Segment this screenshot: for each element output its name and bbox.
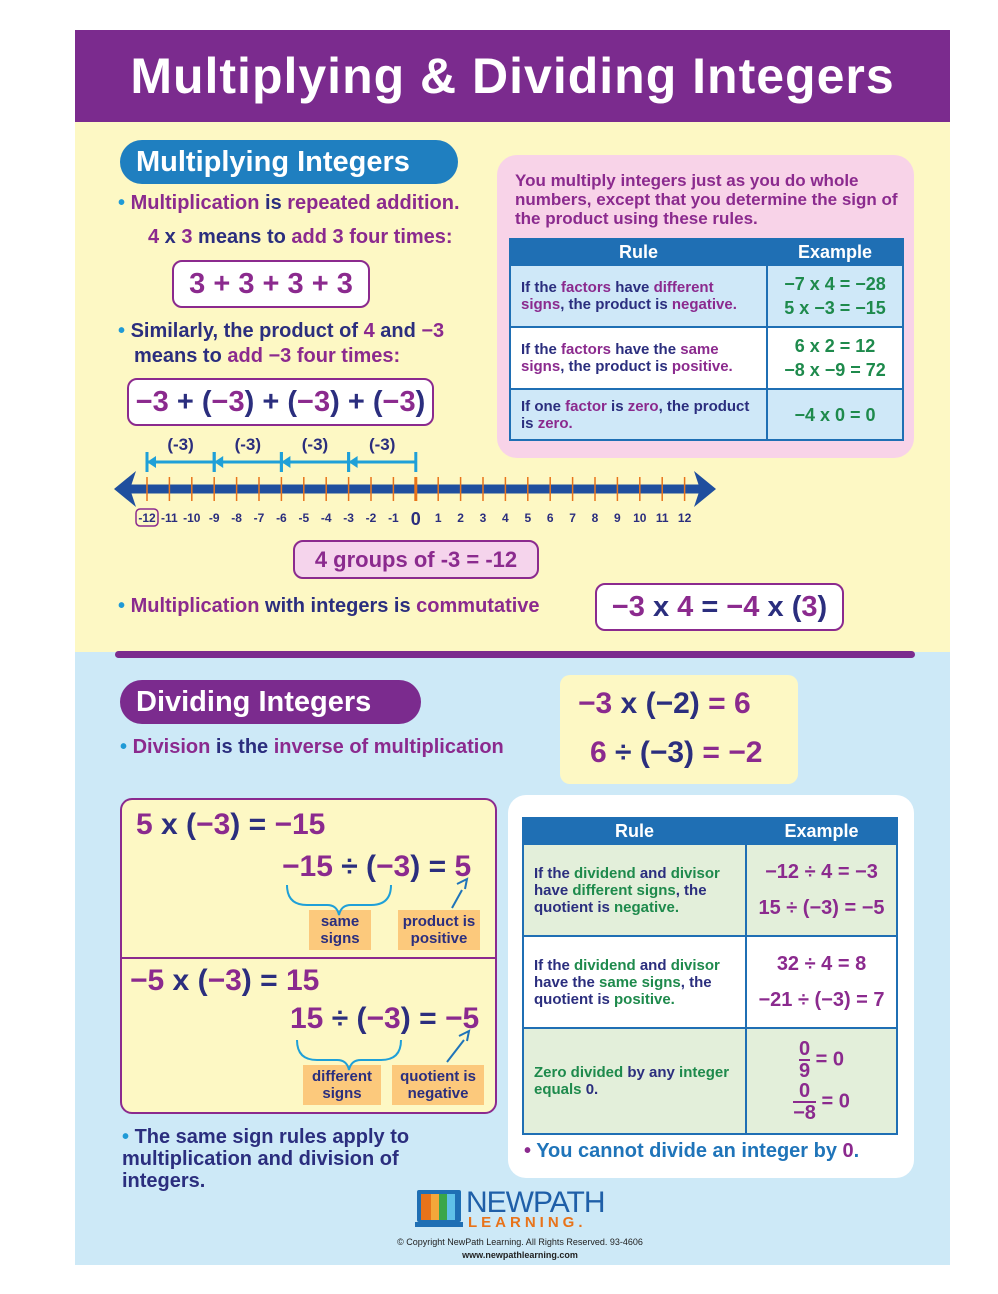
text-segment: = [251,964,286,997]
result: = 0 [815,1048,845,1071]
jump-label: (-3) [234,435,262,454]
annotation-braces-arrows [122,800,499,1116]
text-segment: 4 groups of [314,547,441,572]
tick-label: 10 [633,511,647,525]
text-segment: ÷ [332,850,367,883]
text-segment: is [259,192,288,214]
text-segment: 6 [590,736,607,769]
commutative-text [118,595,540,618]
poster-title: Multiplying & Dividing Integers [75,30,950,122]
text-segment: , the product is [560,296,672,313]
different-signs-tag: different signs [303,1065,381,1105]
tick-label: 11 [655,511,669,525]
division-rules-table [522,817,898,1135]
example-cell [767,327,903,389]
text-segment: ) [330,386,340,418]
text-segment: ) [244,386,255,418]
text-segment: −3 [268,345,292,367]
text-segment: ( [791,591,802,623]
result: = 0 [821,1090,850,1113]
division-examples-box [120,798,497,1114]
tick-label: 6 [546,511,554,525]
text-segment: ÷ [323,1002,357,1035]
tick-label: -7 [253,511,265,525]
addition-box: 3 + 3 + 3 + 3 [172,260,370,308]
cannot-divide-label [536,1140,859,1162]
tick-label: -12 [138,511,156,525]
text-segment: If the [534,956,574,974]
text-segment: −15 [274,808,326,841]
inverse-text [120,736,504,759]
tick-label: -3 [343,511,354,525]
jump-label: (-3) [167,435,194,454]
text-segment: is [606,397,628,415]
text-segment: positive. [614,990,675,1008]
rule-header: Rule [523,818,746,844]
tick-label: -6 [276,511,287,525]
text-segment: = [410,1002,445,1035]
text-segment: = −2 [694,736,763,769]
text-segment: −3 [382,386,416,418]
example: 32 ÷ 4 = 8 [776,953,867,975]
text-segment: x [759,591,792,623]
sign-rules-note: • The same sign rules apply to multiplication and division of integers. [122,1126,452,1192]
tick-label: 8 [591,511,599,525]
text-segment: x [159,226,182,248]
text-segment: 5 [136,808,153,841]
text-segment: You cannot divide an integer by [536,1140,843,1162]
text-segment: means to [134,345,228,367]
text-segment: with integers is [259,595,417,617]
text-segment: positive. [671,358,733,375]
text-segment: ( [372,386,383,418]
text-segment: inverse of multiplication [273,736,504,758]
section-divider [115,651,915,658]
inverse-div [590,736,762,770]
jump-label: (-3) [368,435,396,454]
website-url[interactable]: www.newpathlearning.com [462,1250,578,1260]
text-segment: −5 [130,964,165,997]
text-segment: 15 [290,1002,324,1035]
example: −12 ÷ 4 = −3 [765,861,878,883]
text-segment: = [240,808,275,841]
text-segment: and [374,320,422,342]
tick-label: -5 [298,511,310,525]
similarly-text [118,320,444,343]
text-segment: 4 [363,320,375,342]
text-segment: −5 [444,1002,480,1035]
text-segment: 3 [181,226,193,248]
text-segment: If one [521,397,566,415]
same-signs-tag: same signs [309,910,371,950]
rule-cell [523,844,746,936]
text-segment: have [611,279,654,296]
text-segment: by any [623,1064,680,1081]
text-segment: x [152,808,187,841]
text-segment: negative. [614,898,680,916]
tick-label: -10 [183,511,201,525]
tick-label: -8 [231,511,242,525]
groups-box [293,540,539,579]
text-segment: add [291,226,333,248]
newpath-logo-icon [415,1188,463,1230]
tick-label: 9 [614,511,621,525]
text-segment: repeated addition. [287,192,460,214]
text-segment: 3 [801,591,818,623]
text-segment: Multiplication [130,192,260,214]
text-segment: integer equals [534,1064,730,1098]
denominator: 9 [798,1060,811,1082]
tick-label: -2 [365,511,377,525]
text-segment: 4 [677,591,694,623]
text-segment: means to [192,226,292,248]
inverse-example-box [560,675,798,784]
text-segment: is the [210,736,274,758]
neg-addition-box [127,378,434,426]
rule-cell [510,265,767,327]
numerator: 0 [798,1038,811,1060]
inverse-mult [578,687,751,721]
text-segment: + [168,386,202,418]
text-segment: add [227,345,269,367]
text-segment: 0. [581,1081,599,1098]
text-segment: , the product is [560,358,672,375]
tick-label: -11 [161,511,178,525]
text-segment: four times: [343,226,453,248]
tick-label: 3 [479,511,487,525]
example: 6 x 2 = 12 [794,336,876,356]
text-segment: ( [201,386,212,418]
text-segment: Zero divided [534,1064,624,1081]
example: −21 ÷ (−3) = 7 [758,989,885,1011]
text-segment: If the [521,341,561,358]
text-segment: four times: [291,345,401,367]
text-segment: (−2) [645,687,700,720]
text-segment: = [693,591,727,623]
text-segment: ) [400,1002,411,1035]
text-segment: -3 = -12 [440,547,518,572]
text-segment: different signs [521,279,714,313]
cannot-divide-text: • You cannot divide an integer by 0. [524,1140,860,1162]
text-segment: zero [627,397,659,415]
text-segment: and [635,956,671,974]
text-segment: same signs [599,973,681,991]
text-segment: have [534,881,573,899]
text-segment: x [644,591,678,623]
add-neg-three-text [134,345,400,368]
text-segment: −3 [196,808,231,841]
text-segment: Multiplication [130,595,260,617]
fraction-example [757,1081,886,1123]
text-segment: negative. [671,296,737,313]
tick-label: -4 [320,511,332,525]
repeated-addition-text [118,192,460,215]
text-segment: factor [565,397,607,415]
example: 5 x −3 = −15 [784,298,886,318]
example-cell [746,844,897,936]
text-segment: ( [356,1002,367,1035]
quotient-negative-tag: quotient is negative [392,1065,484,1105]
text-segment: commutative [416,595,540,617]
text-segment: same signs [521,341,719,375]
text-segment: = 6 [699,687,751,720]
text-segment: divisor [670,956,720,974]
dividing-heading: Dividing Integers [120,680,421,724]
text-segment: ) [230,808,241,841]
text-segment: If the [534,864,574,882]
example-cell [767,389,903,440]
text-segment: Division [132,736,211,758]
text-segment: + [339,386,373,418]
text-segment: (−3) [639,736,695,769]
text-segment: ÷ [606,736,640,769]
text-segment: different signs [572,881,676,899]
text-segment: −3 [207,964,242,997]
tick-label: -9 [208,511,220,525]
example: −8 x −9 = 72 [784,360,886,380]
text-segment: ) [410,850,421,883]
text-segment: factors [561,279,612,296]
tick-label: 12 [677,511,692,525]
text-segment: , the quotient is [534,973,712,1008]
text-segment: If the [521,279,561,296]
denominator: −8 [793,1102,816,1124]
text-segment: , the product is [521,397,750,432]
text-segment: and [635,864,671,882]
text-segment: −15 [282,850,333,883]
text-segment: dividend [574,956,636,974]
rule-header: Rule [510,239,767,265]
text-segment: zero. [537,414,573,432]
example-cell [767,265,903,327]
text-segment: factors [561,341,612,358]
text-segment: −3 [421,320,445,342]
text-segment: −3 [211,386,245,418]
text-segment: 4 [148,226,160,248]
text-segment: + [254,386,288,418]
text-segment: −3 [366,1002,401,1035]
text-segment: ) [241,964,252,997]
text-segment: 0 [842,1140,854,1162]
copyright: © Copyright NewPath Learning. All Rights Reserved. 93-4606 [397,1237,643,1247]
text-segment: ( [197,964,208,997]
multiplying-heading: Multiplying Integers [120,140,458,184]
text-segment: −3 [376,850,411,883]
text-segment: −3 [297,386,331,418]
tick-label: -1 [388,511,399,525]
text-segment: −4 [726,591,760,623]
fraction-example [757,1039,886,1081]
text-segment: ( [186,808,197,841]
text-segment: ( [366,850,377,883]
text-segment: 3 [332,226,344,248]
tick-label: 1 [434,511,442,525]
text-segment: Similarly, the product of [130,320,364,342]
text-segment: 5 [454,850,472,883]
text-segment: = [420,850,455,883]
text-segment: have the [611,341,681,358]
tick-label: 2 [457,511,464,525]
example-cell [746,936,897,1028]
example-header: Example [746,818,897,844]
product-positive-tag: product is positive [398,910,480,950]
tick-label: 0 [410,509,421,529]
text-segment: divisor [670,864,720,882]
example: −4 x 0 = 0 [794,404,876,425]
tick-label: 5 [524,511,532,525]
text-segment: have the [534,973,600,991]
text-segment: x [164,964,198,997]
text-segment: x [612,687,646,720]
brand-name: NEWPATH [466,1186,605,1219]
numerator: 0 [793,1081,816,1103]
text-segment: . [853,1140,860,1162]
rule-cell [510,327,767,389]
text-segment: ( [287,386,298,418]
rule-cell [510,389,767,440]
tick-label: 4 [502,511,509,525]
tick-label: 7 [569,511,576,525]
jump-label: (-3) [301,435,329,454]
text-segment: ) [415,386,426,418]
text-segment: dividend [574,864,636,882]
text-segment: −3 [135,386,169,418]
text-segment: −3 [578,687,613,720]
example-header: Example [767,239,903,265]
text-segment: , the quotient is [534,881,707,916]
commutative-box [595,583,844,631]
multiplication-rules-table [509,238,904,441]
text-segment: −3 [611,591,645,623]
example: 15 ÷ (−3) = −5 [758,897,885,919]
rule-cell [523,1028,746,1134]
four-times-three-text [148,226,453,249]
text-segment: ) [817,591,828,623]
example: −7 x 4 = −28 [784,274,886,294]
rules-intro: You multiply integers just as you do whole numbers, except that you determine the sign of the product using these rules. [515,171,898,228]
text-segment: 15 [286,964,320,997]
brand-subtitle: LEARNING. [468,1214,587,1231]
example-cell [746,1028,897,1134]
rule-cell [523,936,746,1028]
